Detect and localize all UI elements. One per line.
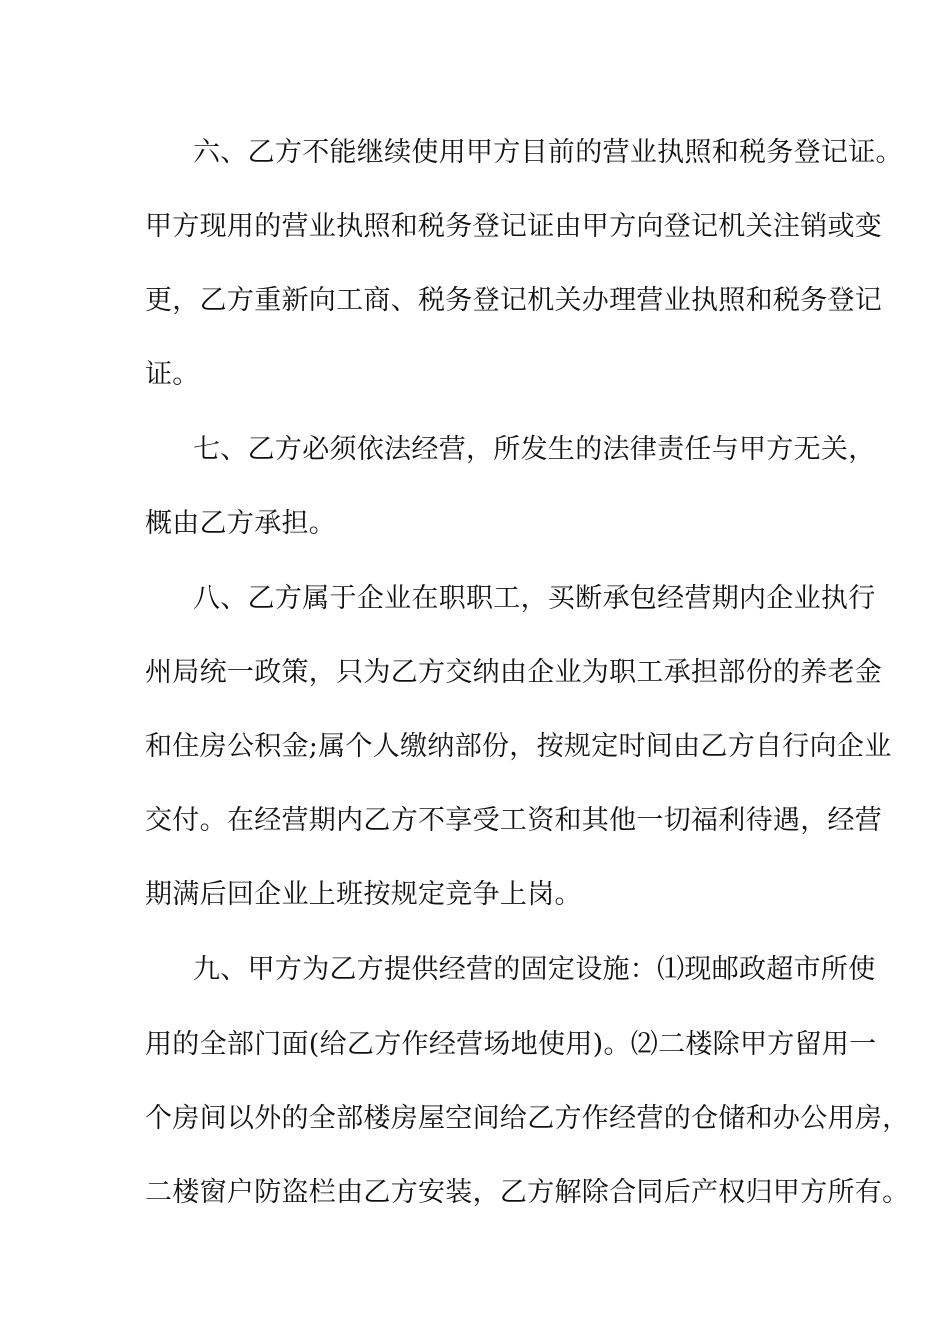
clause-8-line-4: 交付。在经营期内乙方不享受工资和其他一切福利待遇，经营	[145, 805, 883, 836]
clause-9-line-4: 二楼窗户防盗栏由乙方安装，乙方解除合同后产权归甲方所有。	[145, 1177, 910, 1208]
clause-6-line-3: 更，乙方重新向工商、税务登记机关办理营业执照和税务登记	[145, 285, 883, 316]
clause-8-line-1: 八、乙方属于企业在职职工，买断承包经营期内企业执行	[193, 583, 876, 614]
clause-9-line-3: 个房间以外的全部楼房屋空间给乙方作经营的仓储和办公用房，	[145, 1103, 910, 1134]
clause-7-line-1: 七、乙方必须依法经营，所发生的法律责任与甲方无关，	[193, 434, 876, 465]
clause-6-line-1: 六、乙方不能继续使用甲方目前的营业执照和税务登记证。	[193, 137, 903, 168]
clause-7-line-2: 概由乙方承担。	[145, 508, 337, 539]
clause-8-line-5: 期满后回企业上班按规定竞争上岗。	[145, 879, 582, 910]
clause-9-line-1: 九、甲方为乙方提供经营的固定设施：⑴现邮政超市所使	[193, 954, 876, 985]
clause-8-line-2: 州局统一政策，只为乙方交纳由企业为职工承担部份的养老金	[145, 657, 883, 688]
clause-9-line-2: 用的全部门面(给乙方作经营场地使用)。⑵二楼除甲方留用一	[145, 1029, 877, 1060]
clause-6-line-4: 证。	[145, 359, 200, 390]
clause-6-line-2: 甲方现用的营业执照和税务登记证由甲方向登记机关注销或变	[145, 211, 883, 242]
clause-8-line-3: 和住房公积金;属个人缴纳部份，按规定时间由乙方自行向企业	[145, 731, 892, 762]
